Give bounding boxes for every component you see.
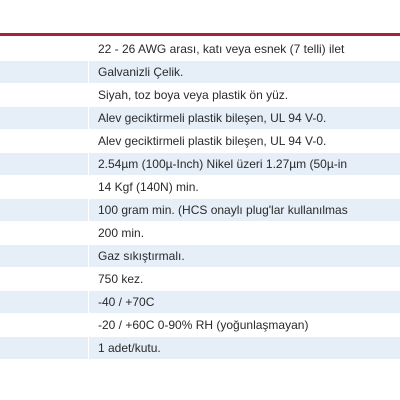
spec-value-cell: 100 gram min. (HCS onaylı plug'lar kullanılmas [89,199,400,222]
spec-label-cell [0,199,89,222]
spec-label-cell [0,176,89,199]
spec-label-cell [0,107,89,130]
spec-label-cell [0,245,89,268]
table-row [0,268,400,291]
specifications-table-body [0,38,400,360]
table-row [0,291,400,314]
spec-value-cell: Gaz sıkıştırmalı. [89,245,400,268]
spec-value-cell: Siyah, toz boya veya plastik ön yüz. [89,84,400,107]
spec-label-cell [0,153,89,176]
spec-value-cell: 1 adet/kutu. [89,337,400,360]
table-row [0,337,400,360]
spec-value-cell: -20 / +60C 0-90% RH (yoğunlaşmayan) [89,314,400,337]
table-row [0,153,400,176]
spec-value-cell: 200 min. [89,222,400,245]
table-row [0,222,400,245]
table-row [0,61,400,84]
table-row [0,107,400,130]
spec-value-cell: 14 Kgf (140N) min. [89,176,400,199]
spec-label-cell [0,38,89,61]
spec-value-cell: -40 / +70C [89,291,400,314]
spec-label-cell [0,314,89,337]
spec-label-cell [0,337,89,360]
spec-value-cell: 750 kez. [89,268,400,291]
specifications-table [0,38,400,360]
table-row [0,38,400,61]
spec-label-cell [0,61,89,84]
spec-label-cell [0,222,89,245]
spec-value-cell: Alev geciktirmeli plastik bileşen, UL 94 V-0. [89,107,400,130]
table-row [0,314,400,337]
spec-label-cell [0,130,89,153]
table-row [0,245,400,268]
spec-label-cell [0,268,89,291]
table-row [0,199,400,222]
table-row [0,84,400,107]
spec-value-cell: Alev geciktirmeli plastik bileşen, UL 94 V-0. [89,130,400,153]
table-row [0,130,400,153]
spec-value-cell: 22 - 26 AWG arası, katı veya esnek (7 telli) ilet [89,38,400,61]
spec-value-cell: Galvanizli Çelik. [89,61,400,84]
header-rule [0,0,400,36]
spec-label-cell [0,291,89,314]
spec-value-cell: 2.54µm (100µ-Inch) Nikel üzeri 1.27µm (50µ-in [89,153,400,176]
spec-label-cell [0,84,89,107]
table-row [0,176,400,199]
